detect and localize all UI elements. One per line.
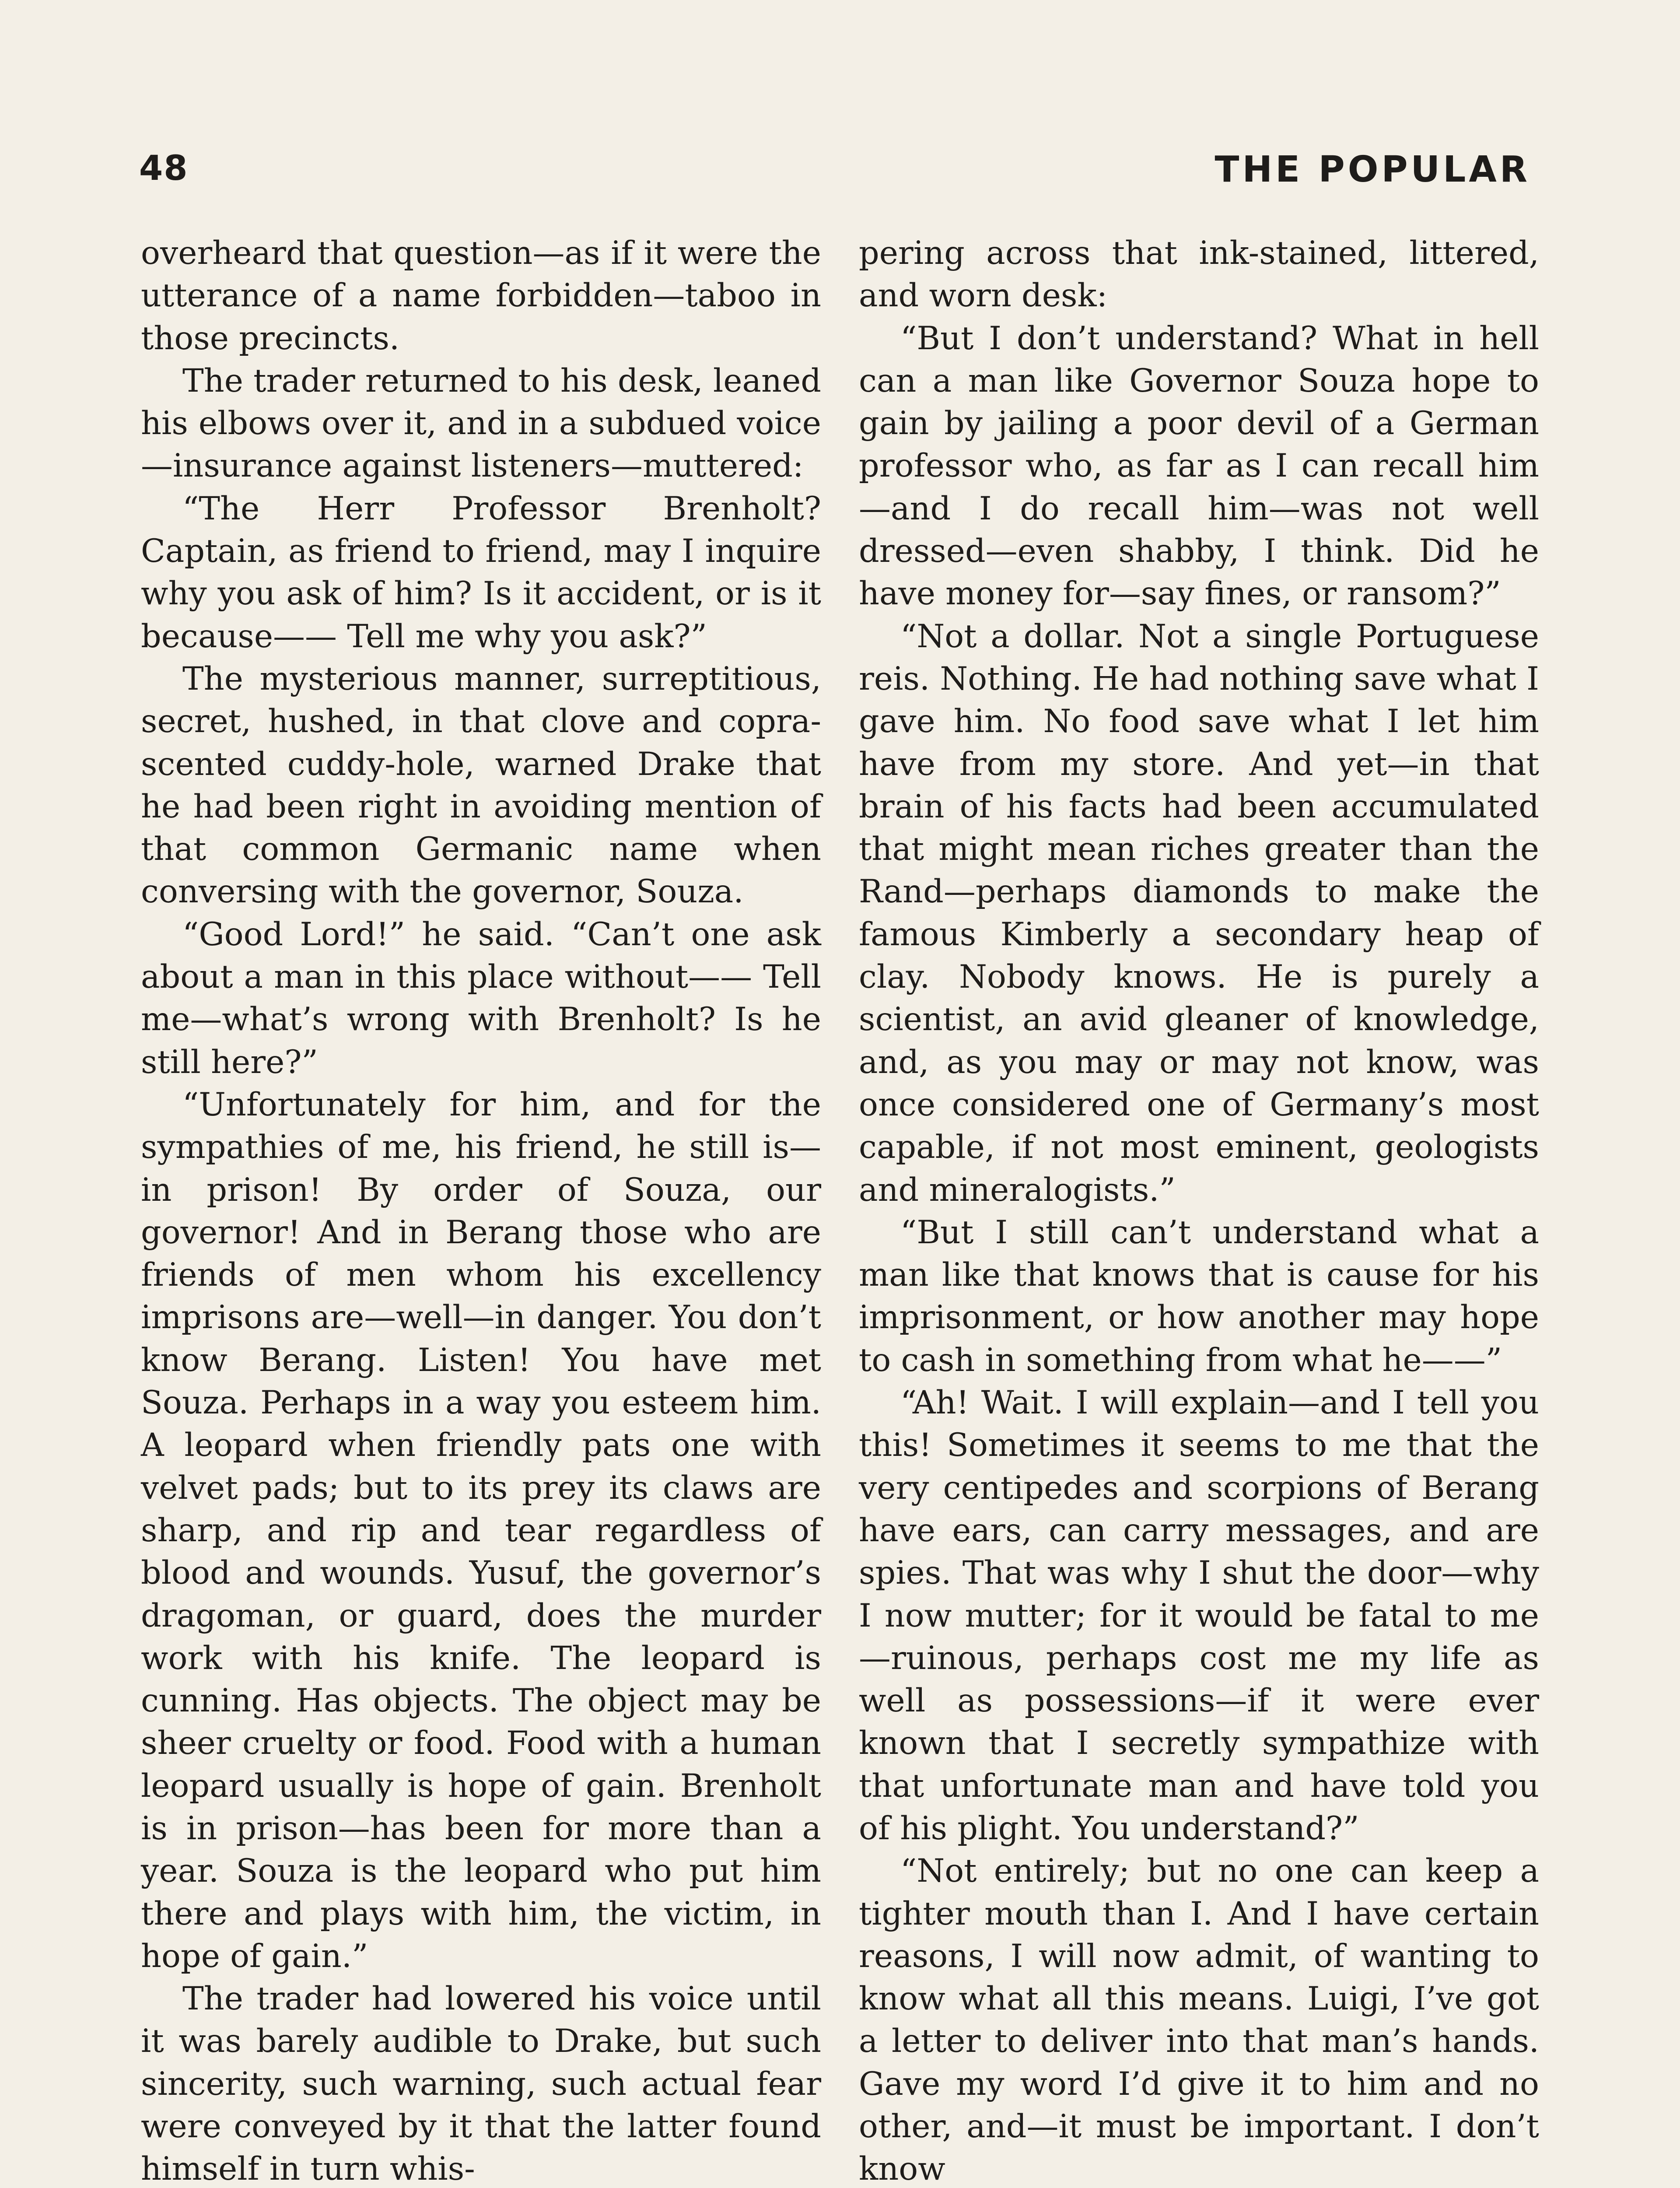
- paragraph: “Unfortunately for him, and for the sympathies of me, his friend, he still is—in prison! By order of Souza, our governor! And in Berang those who are friends of men whom his excellency imprisons are—well—in danger. You don’t know Berang. Listen! You have met Souza. Perhaps in a way you esteem him. A leopard when friendly pats one with velvet pads; but to its prey its claws are sharp, and rip and tear regardless of blood and wounds. Yusuf, the governor’s dragoman, or guard, does the murder work with his knife. The leopard is cunning. Has objects. The object may be sheer cruelty or food. Food with a human leopard usually is hope of gain. Brenholt is in prison—has been for more than a year. Souza is the leopard who put him there and plays with him, the victim, in hope of gain.”: [141, 1086, 821, 1975]
- paragraph: The trader had lowered his voice until it was barely audible to Drake, but such sincerity, such warning, such actual fear were conveyed by it that the latter found himself in turn whis-: [141, 1980, 821, 2188]
- paragraph: “The Herr Professor Brenholt? Captain, as friend to friend, may I inquire why you ask of him? Is it accident, or is it because—— Tell me why you ask?”: [141, 490, 821, 655]
- paragraph: “Good Lord!” he said. “Can’t one ask about a man in this place without—— Tell me—what’s wrong with Brenholt? Is he still here?”: [141, 915, 821, 1081]
- paragraph: The mysterious manner, surreptitious, secret, hushed, in that clove and copra-scented cuddy-hole, warned Drake that he had been right in avoiding mention of that common Germanic name when conversing with the governor, Souza.: [141, 660, 821, 911]
- paragraph: The trader returned to his desk, leaned his elbows over it, and in a subdued voice—insurance against listeners—muttered:: [141, 362, 821, 485]
- running-head: THE POPULAR: [1214, 149, 1530, 190]
- paragraph: “Ah! Wait. I will explain—and I tell you this! Sometimes it seems to me that the very centipedes and scorpions of Berang have ears, can carry messages, and are spies. That was why I shut the door—why I now mutter; for it would be fatal to me—ruinous, perhaps cost me my life as well as possessions—if it were ever known that I secretly sympathize with that unfortunate man and have told you of his plight. You understand?”: [859, 1384, 1539, 1847]
- paragraph: overheard that question—as if it were the utterance of a name forbidden—taboo in those precincts.: [141, 235, 821, 357]
- page-number: 48: [139, 149, 189, 188]
- page-header: [139, 149, 1530, 201]
- paragraph: pering across that ink-stained, littered, and worn desk:: [859, 235, 1539, 315]
- text-column-left: [141, 232, 821, 2188]
- paragraph: “Not a dollar. Not a single Portuguese reis. Nothing. He had nothing save what I gave him. No food save what I let him have from my store. And yet—in that brain of his facts had been accumulated that might mean riches greater than the Rand—perhaps diamonds to make the famous Kimberly a secondary heap of clay. Nobody knows. He is purely a scientist, an avid gleaner of knowledge, and, as you may or may not know, was once considered one of Germany’s most capable, if not most eminent, geologists and mineralogists.”: [859, 617, 1539, 1209]
- paragraph: “But I still can’t understand what a man like that knows that is cause for his imprisonment, or how another may hope to cash in something from what he——”: [859, 1213, 1539, 1379]
- text-column-right: [859, 232, 1539, 2188]
- paragraph: “Not entirely; but no one can keep a tighter mouth than I. And I have certain reasons, I will now admit, of wanting to know what all this means. Luigi, I’ve got a letter to deliver into that man’s hands. Gave my word I’d give it to him and no other, and—it must be important. I don’t know: [859, 1852, 1539, 2188]
- paragraph: “But I don’t understand? What in hell can a man like Governor Souza hope to gain by jailing a poor devil of a German professor who, as far as I can recall him—and I do recall him—was not well dressed—even shabby, I think. Did he have money for—say fines, or ransom?”: [859, 319, 1539, 613]
